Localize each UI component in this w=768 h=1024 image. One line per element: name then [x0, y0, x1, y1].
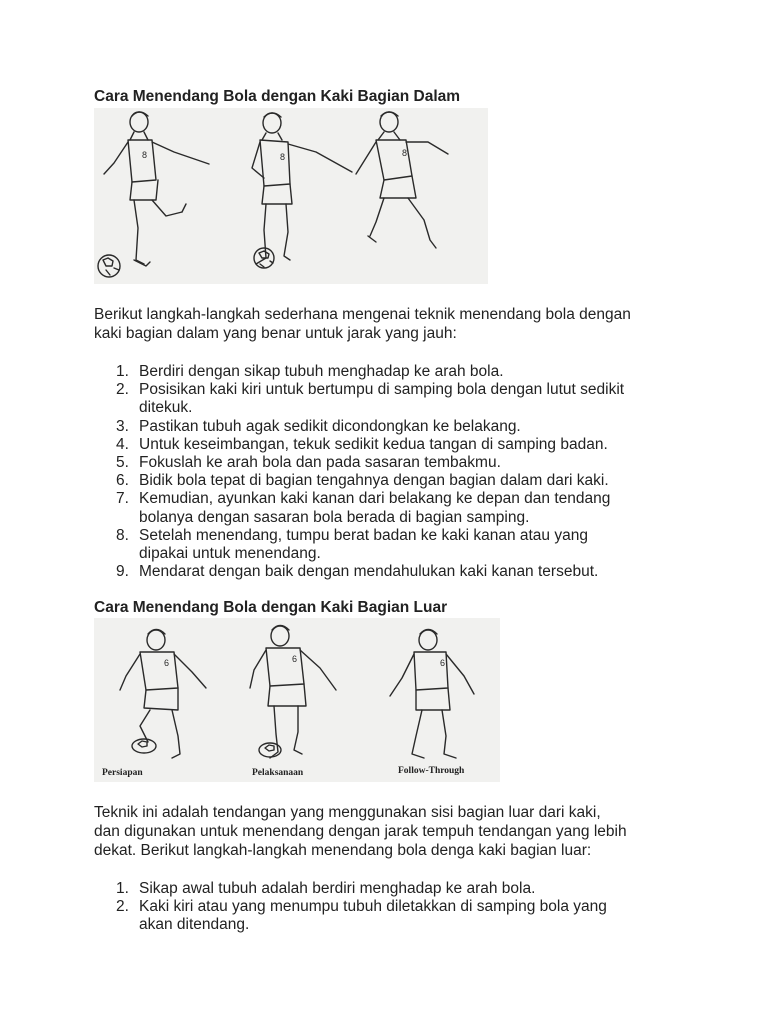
section2-intro	[94, 803, 694, 860]
list-number: 1.	[116, 363, 129, 380]
list-item-text: Fokuslah ke arah bola dan pada sasaran tembakmu.	[139, 454, 501, 472]
list-item-text: Bidik bola tepat di bagian tengahnya dengan bagian dalam dari kaki.	[139, 472, 609, 490]
list-item	[116, 563, 699, 581]
list-number: 7.	[116, 490, 129, 508]
list-item	[116, 454, 699, 472]
list-item	[116, 417, 699, 436]
player-figure-4	[120, 630, 206, 759]
player-figure-1	[104, 112, 209, 266]
intro-line: Teknik ini adalah tendangan yang menggunakan sisi bagian luar dari kaki,	[94, 804, 601, 821]
list-item	[116, 472, 699, 490]
caption-pelaksanaan: Pelaksanaan	[252, 768, 304, 778]
list-item-text: bolanya dengan sasaran bola berada di bagian samping.	[139, 508, 530, 526]
caption-follow-through: Follow-Through	[398, 766, 465, 776]
list-item	[116, 898, 699, 934]
list-item-text: ditekuk.	[139, 399, 193, 417]
list-item	[116, 526, 699, 563]
list-item	[116, 381, 699, 417]
player-figure-5	[250, 626, 336, 759]
section2-steps-list	[116, 880, 699, 935]
jersey-number-5: 6	[292, 654, 298, 664]
list-item-text: Berdiri dengan sikap tubuh menghadap ke arah bola.	[139, 363, 504, 380]
ball-1	[98, 255, 120, 277]
list-number: 2.	[116, 898, 129, 916]
list-item-text: Kemudian, ayunkan kaki kanan dari belakang ke depan dan tendang	[139, 490, 611, 508]
caption-persiapan: Persiapan	[102, 768, 143, 778]
jersey-number-4: 6	[164, 658, 170, 668]
list-number: 6.	[116, 472, 129, 490]
list-item	[116, 363, 699, 381]
list-number: 9.	[116, 563, 129, 581]
list-item-text: akan ditendang.	[139, 916, 250, 934]
list-number: 4.	[116, 435, 129, 453]
list-item-text: Kaki kiri atau yang menumpu tubuh diletakkan di samping bola yang	[139, 898, 607, 916]
list-number: 1.	[116, 880, 129, 897]
section1-heading: Cara Menendang Bola dengan Kaki Bagian Dalam	[94, 88, 461, 105]
list-item	[116, 435, 699, 454]
jersey-number-1: 8	[142, 150, 148, 160]
intro-line: dekat. Berikut langkah-langkah menendang bola denga kaki bagian luar:	[94, 842, 592, 859]
list-item-text: Pastikan tubuh agak sedikit dicondongkan ke belakang.	[139, 417, 521, 435]
list-item-text: dipakai untuk menendang.	[139, 545, 321, 563]
outside-foot-kick-illustration	[94, 618, 500, 782]
list-number: 3.	[116, 417, 129, 435]
list-item	[116, 880, 699, 898]
player-figure-2	[252, 113, 352, 264]
intro-line: dan digunakan untuk menendang dengan jarak tempuh tendangan yang lebih	[94, 823, 627, 840]
list-number: 2.	[116, 381, 129, 399]
section1-steps-list	[116, 363, 699, 581]
intro-line: kaki bagian dalam yang benar untuk jarak yang jauh:	[94, 325, 457, 342]
jersey-number-6: 6	[440, 658, 446, 668]
intro-line: Berikut langkah-langkah sederhana mengenai teknik menendang bola dengan	[94, 306, 631, 323]
section1-intro	[94, 305, 694, 343]
player-figure-6	[390, 630, 474, 759]
list-item-text: Setelah menendang, tumpu berat badan ke kaki kanan atau yang	[139, 526, 588, 544]
list-item-text: Sikap awal tubuh adalah berdiri menghadap ke arah bola.	[139, 880, 536, 897]
list-item-text: Posisikan kaki kiri untuk bertumpu di samping bola dengan lutut sedikit	[139, 381, 625, 399]
list-number: 5.	[116, 454, 129, 472]
list-number: 8.	[116, 526, 129, 544]
player-figure-3	[356, 112, 448, 248]
jersey-number-2: 8	[280, 152, 286, 162]
section2-heading: Cara Menendang Bola dengan Kaki Bagian Luar	[94, 599, 448, 616]
inside-foot-kick-illustration	[94, 108, 488, 284]
list-item-text: Mendarat dengan baik dengan mendahulukan kaki kanan tersebut.	[139, 563, 599, 581]
ball-2	[254, 248, 274, 268]
list-item-text: Untuk keseimbangan, tekuk sedikit kedua tangan di samping badan.	[139, 435, 608, 453]
list-item	[116, 490, 699, 526]
jersey-number-3: 8	[402, 148, 408, 158]
ball-3	[132, 739, 156, 753]
